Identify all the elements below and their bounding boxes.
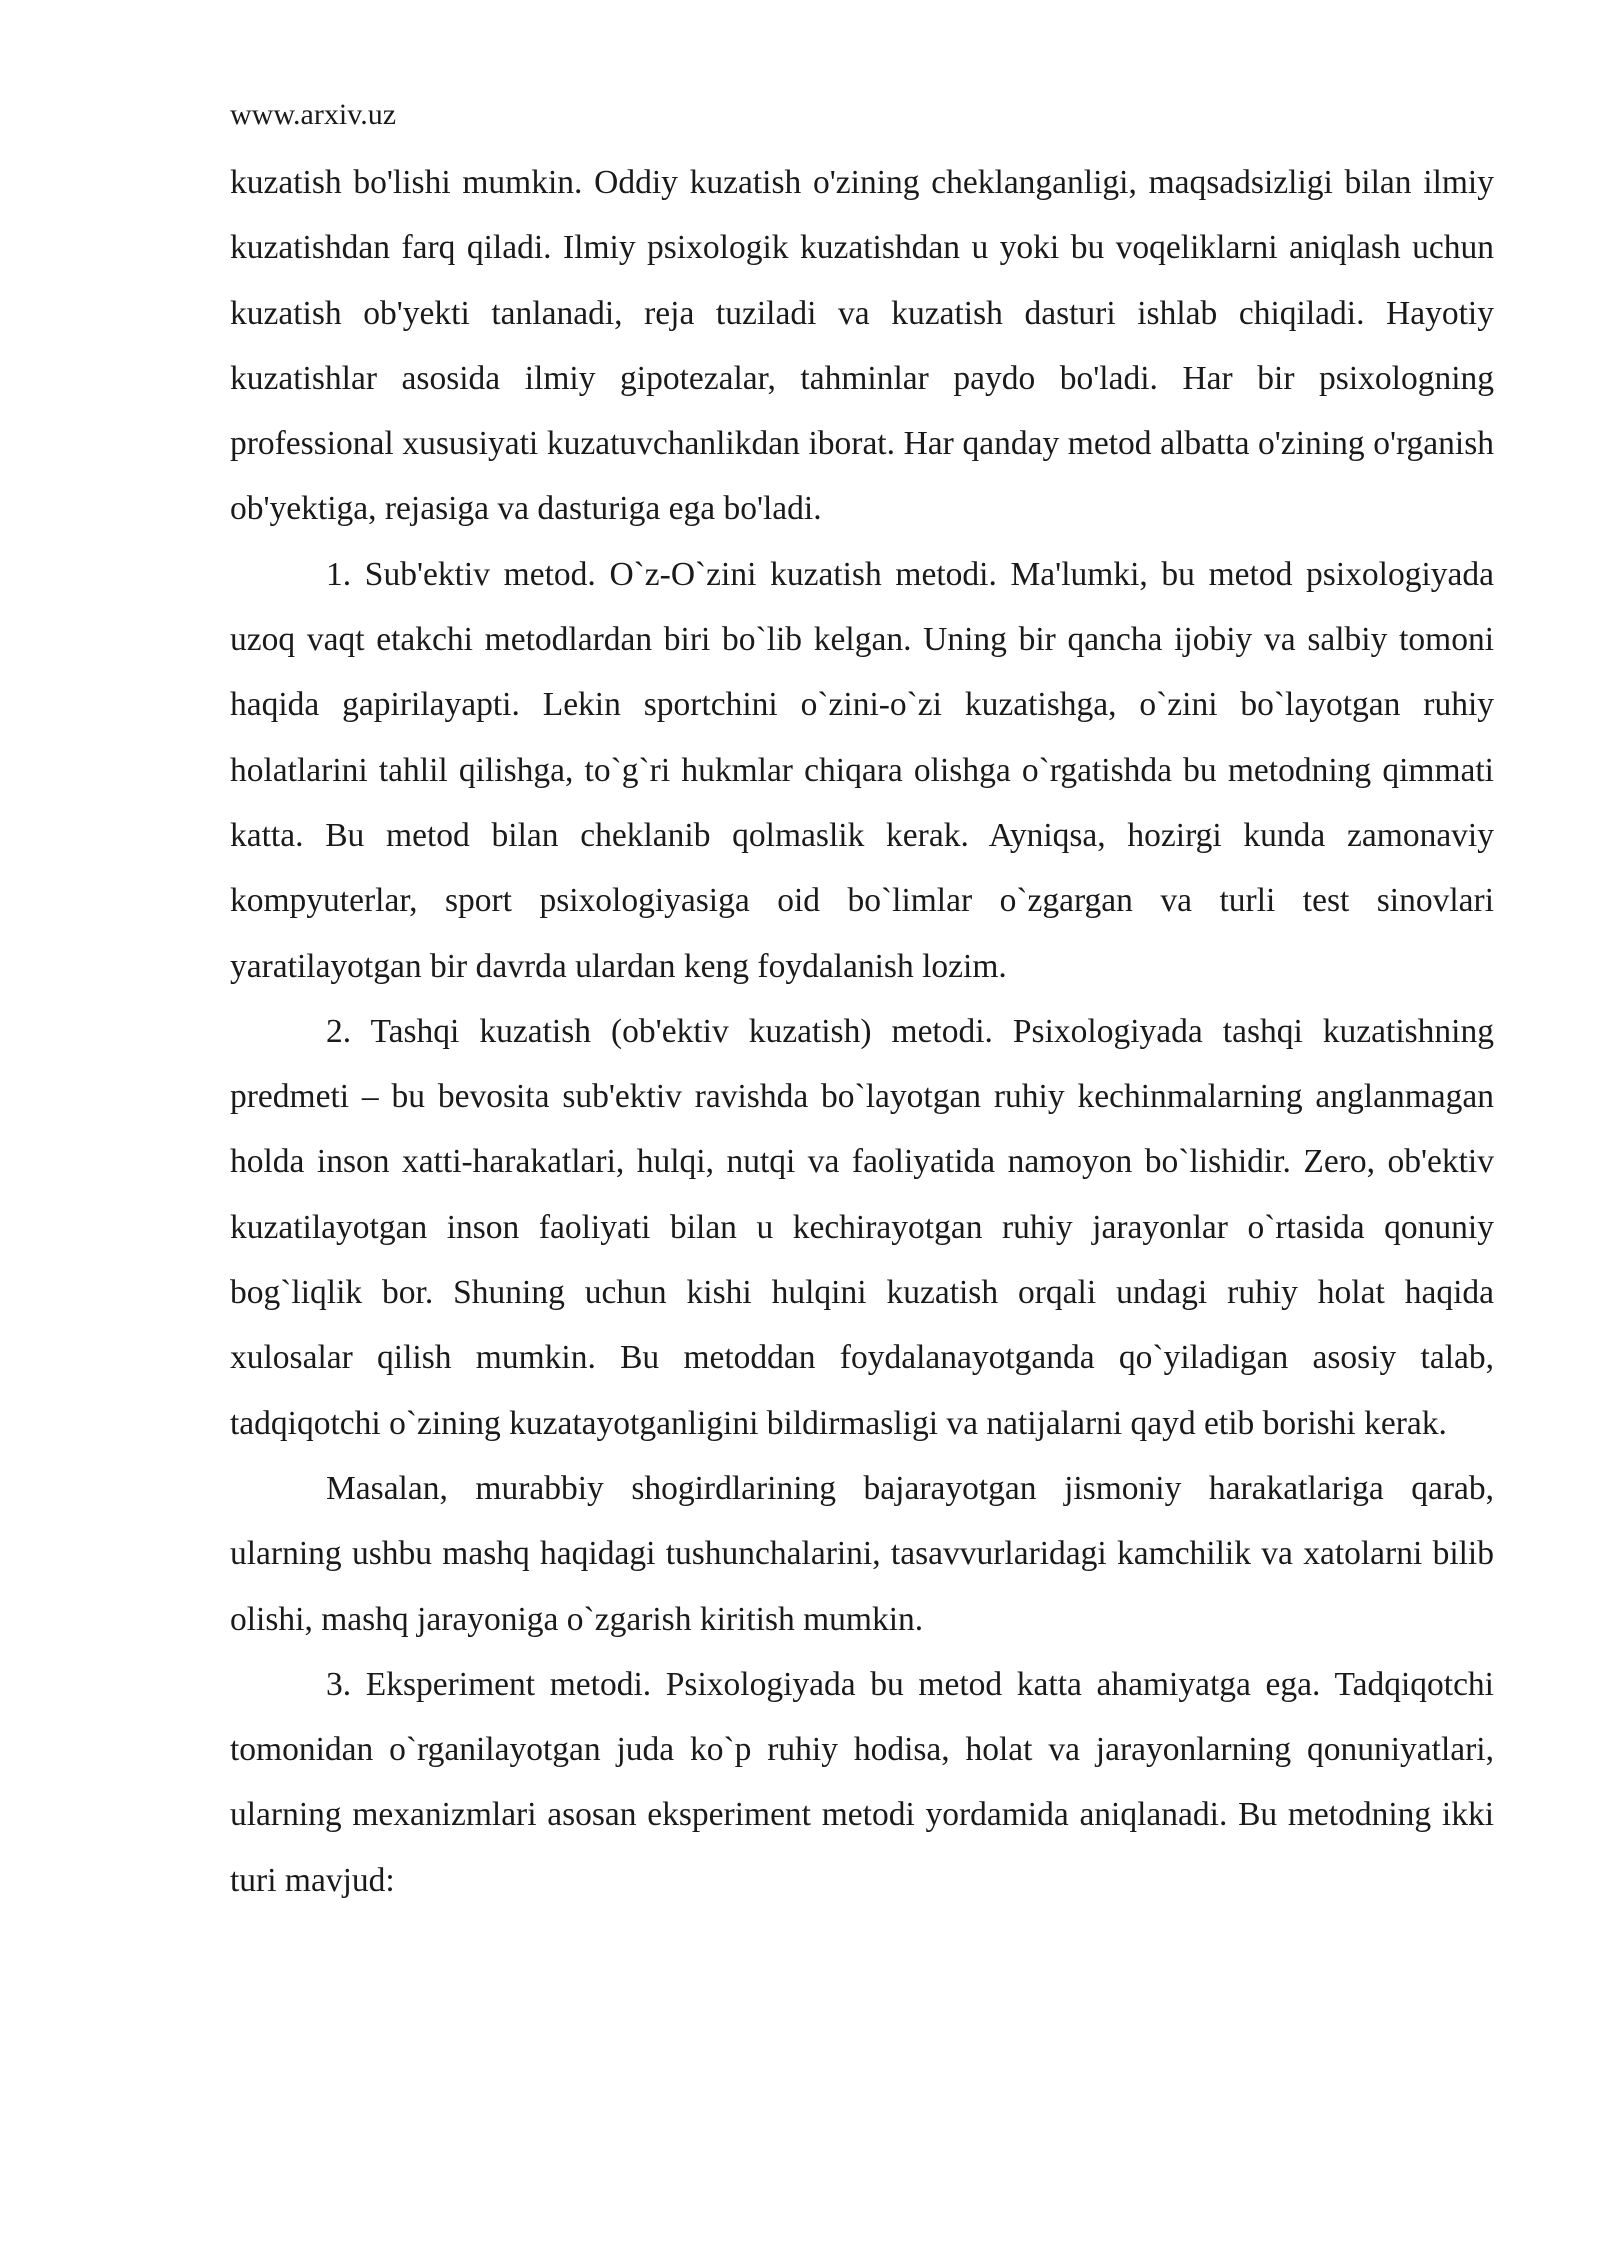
paragraph-example: Masalan, murabbiy shogirdlarining bajarayotgan jismoniy harakatlariga qarab, ularning ushbu mashq haqidagi tushunchalarini, tasavvurlaridagi kamchilik va xatolarni bilib olishi, mashq jarayoniga o`zgarish kiritish mumkin. xyxy=(230,1469,1494,1638)
page-header-url: www.arxiv.uz xyxy=(230,98,397,131)
paragraph-intro: kuzatish bo'lishi mumkin. Oddiy kuzatish o'zining cheklanganligi, maqsadsizligi bilan ilmiy kuzatishdan farq qiladi. Ilmiy psixologik kuzatishdan u yoki bu voqeliklarni aniqlash uchun kuzatish ob'yekti tanlanadi, reja tuziladi va kuzatish dasturi ishlab chiqiladi. Hayotiy kuzatishlar asosida ilmiy gipotezalar, tahminlar paydo bo'ladi. Har bir psixologning professional xususiyati kuzatuvchanlikdan iborat. Har qanday metod albatta o'zining o'rganish ob'yektiga, rejasiga va dasturiga ega bo'ladi. xyxy=(230,164,1494,528)
document-page xyxy=(230,0,1494,2262)
paragraph-subjective-method: 1. Sub'ektiv metod. O`z-O`zini kuzatish metodi. Ma'lumki, bu metod psixologiyada uzoq vaqt etakchi metodlardan biri bo`lib kelgan. Uning bir qancha ijobiy va salbiy tomoni haqida gapirilayapti. Lekin sportchini o`zini-o`zi kuzatishga, o`zini bo`layotgan ruhiy holatlarini tahlil qilishga, to`g`ri hukmlar chiqara olishga o`rgatishda bu metodning qimmati katta. Bu metod bilan cheklanib qolmaslik kerak. Ayniqsa, hozirgi kunda zamonaviy kompyuterlar, sport psixologiyasiga oid bo`limlar o`zgargan va turli test sinovlari yaratilayotgan bir davrda ulardan keng foydalanish lozim. xyxy=(230,555,1494,985)
paragraph-experiment-method: 3. Eksperiment metodi. Psixologiyada bu metod katta ahamiyatga ega. Tadqiqotchi tomonidan o`rganilayotgan juda ko`p ruhiy hodisa, holat va jarayonlarning qonuniyatlari, ularning mexanizmlari asosan eksperiment metodi yordamida aniqlanadi. Bu metodning ikki turi mavjud: xyxy=(230,1665,1494,1899)
paragraph-external-observation: 2. Tashqi kuzatish (ob'ektiv kuzatish) metodi. Psixologiyada tashqi kuzatishning predmeti – bu bevosita sub'ektiv ravishda bo`layotgan ruhiy kechinmalarning anglanmagan holda inson xatti-harakatlari, hulqi, nutqi va faoliyatida namoyon bo`lishidir. Zero, ob'ektiv kuzatilayotgan inson faoliyati bilan u kechirayotgan ruhiy jarayonlar o`rtasida qonuniy bog`liqlik bor. Shuning uchun kishi hulqini kuzatish orqali undagi ruhiy holat haqida xulosalar qilish mumkin. Bu metoddan foydalanayotganda qo`yiladigan asosiy talab, tadqiqotchi o`zining kuzatayotganligini bildirmasligi va natijalarni qayd etib borishi kerak. xyxy=(230,1012,1494,1442)
document-body xyxy=(230,150,1494,1913)
